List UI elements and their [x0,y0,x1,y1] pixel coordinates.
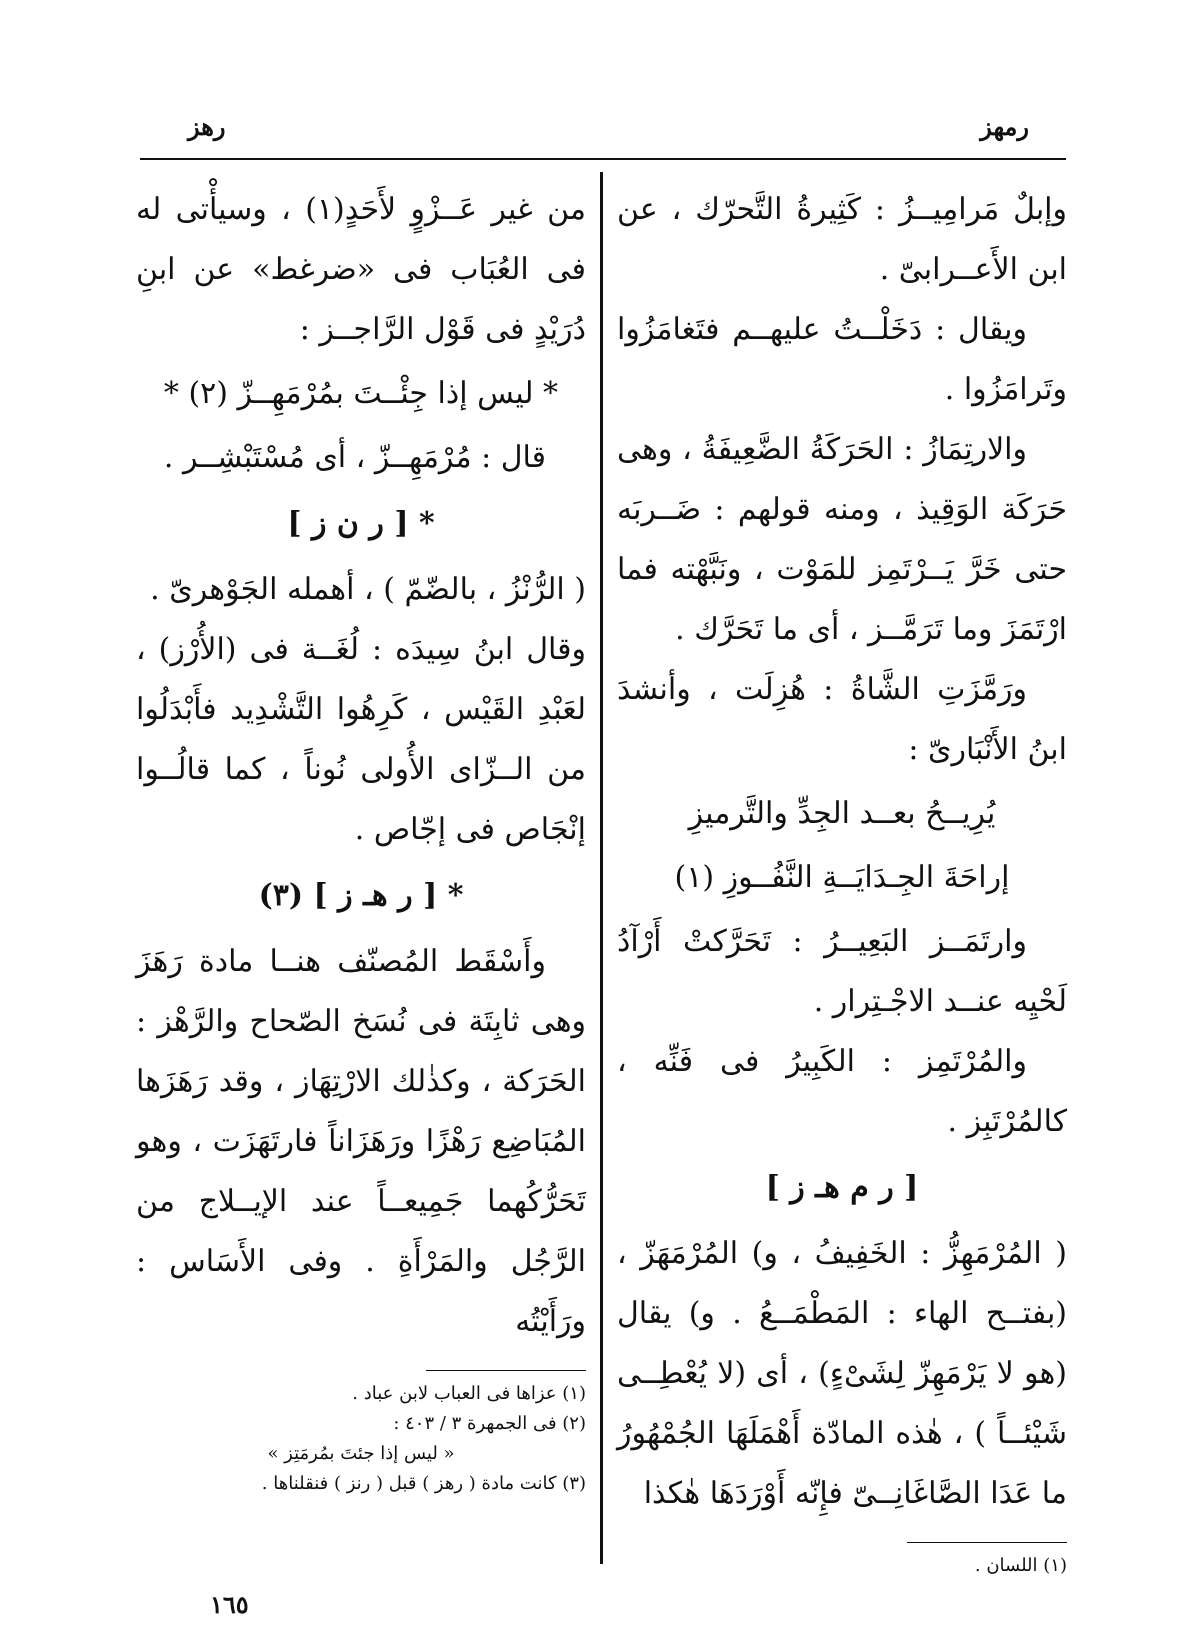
footnote: (١) اللسان . [974,1555,1067,1576]
paragraph: من غير عَــزْوٍ لأَحَدٍ(١) ، وسيأْتى له فى العُبَاب فى «ضرغط» عن ابنِ دُرَيْدٍ فى قَوْل الرَّاجــز : [136,192,586,347]
paragraph: والارتِمَازُ : الحَرَكَةُ الضَّعِيفَةُ ، وهى حَرَكَة الوَقِيذ ، ومنه قولهم : ضَــربَه حتى خَرَّ يَــرْتَمِز للمَوْت ، ونَبَّهْته فما ارْتَمَزَ وما تَرَمَّــز ، أى ما تَحَرَّك . [617,432,1067,647]
page-number: ١٦٥ [210,1590,249,1619]
paragraph: وأَسْقَط المُصنّف هنــا مادة رَهَزَ وهى ثابِتَة فى نُسَخ الصّحاح والرَّهْز : الحَرَكة ، وكذٰلك الارْتِهَاز ، وقد رَهَزَها المُبَاضِع رَهْزًا ورَهَزَاناً فارتَهَزَت ، وهو تَحَرُّكُهما جَمِيعــاً عند الإيــلاج من الرَّجُل والمَرْأَةِ . وفى الأَسَاس : ورَأَيْتُه [136,944,586,1339]
paragraph: ويقال : دَخَلْــتُ عليهــم فتَغامَزُوا وتَرامَزُوا . [617,312,1067,407]
entry-heading: [ ر م هـ ز ] [765,1170,919,1205]
entry-heading: * [ ر ن ز ] [287,506,435,541]
right-column [617,180,1067,1581]
paragraph: والمُرْتَمِز : الكَبِيرُ فى فَنِّه ، كالمُرْتَبِز . [617,1044,1067,1139]
footnote: « ليس إذا جئتَ بمُرمَتِز » [267,1443,455,1464]
verse-line: إراحَةَ الجِـدَايَــةِ النَّفُــوزِ (١) [674,860,1010,895]
verse-line: * ليس إذا جِئْــتَ بمُرْمَهِــزّ (٢) * [163,376,559,411]
paragraph: ( المُرْمَهِزُّ : الخَفِيفُ ، و) المُرْمَهَزّ ، (بفتــح الهاء : المَطْمَــعُ . و) يقال (هو لا يَرْمَهِزّ لِشَىْءٍ) ، أى (لا يُعْطِــى شَيْئــاً ) ، هٰذه المادّة أَهْمَلَهَا الجُمْهُورُ ما عَدَا الصَّاغَانِــىّ فإِنّه أَوْرَدَهَا هٰكذا [617,1236,1067,1511]
verse-line: يُرِيــحُ بعــد الجِدِّ والتَّرميزِ [688,796,996,831]
entry-heading: * [ ر هـ ز ] (٣) [258,878,464,913]
footnote-rule [907,1542,1067,1543]
paragraph: وقال ابنُ سِيدَه : لُغَــة فى (الأُرْز) ، لعَبْدِ القَيْس ، كَرِهُوا التَّشْدِيد فأَبْدَلُوا من الــزّاى الأُولى نُوناً ، كما قالُــوا إنْجَاص فى إجّاص . [136,632,586,847]
paragraph: وارتَمَــز البَعِيــرُ : تَحَرَّكتْ أَرْآدُ لَحْيِه عنــد الاجْـتِرار . [617,924,1067,1019]
footnote-rule [426,1370,586,1371]
paragraph: وإبلٌ مَرامِيــزُ : كَثِيرةُ التَّحرّك ، عن ابن الأَعــرابىّ . [617,192,1067,287]
paragraph: ( الرُّنْزُ ، بالضّمّ ) ، أهمله الجَوْهرىّ . [150,572,586,607]
footnote: (٢) فى الجمهرة ٣ / ٤٠٣ : [393,1413,586,1434]
left-column [136,180,586,1499]
footnote: (٣) كانت مادة ( رهز ) قبل ( رنز ) فنقلناها . [261,1473,586,1494]
column-divider [600,172,603,1564]
running-head-right: رمهز [980,112,1029,141]
running-head-left: رهز [188,112,226,141]
paragraph: قال : مُرْمَهِــزّ ، أى مُسْتَبْشِــر . [163,440,546,475]
footnotes [617,1551,1067,1581]
paragraph: ورَمَّزَتِ الشَّاةُ : هُزِلَت ، وأنشدَ ابنُ الأَنْبَارىّ : [617,672,1067,767]
header-rule [140,158,1066,160]
footnotes [136,1379,586,1499]
footnote: (١) عزاها فى العباب لابن عباد . [352,1383,586,1404]
